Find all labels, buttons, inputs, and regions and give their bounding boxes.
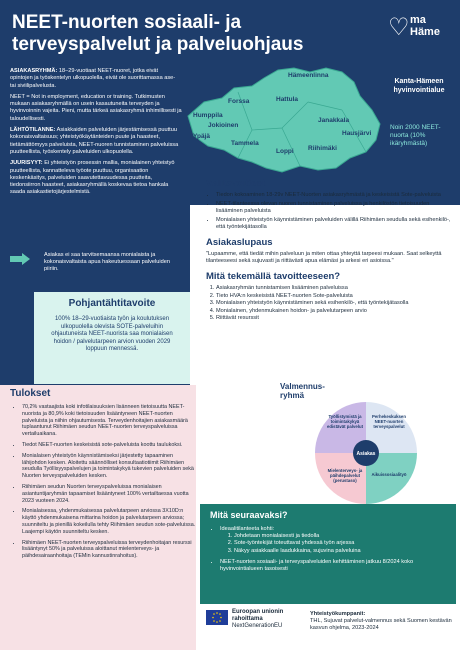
intro-text [10, 68, 182, 201]
list-item: 2. Sote-työntekijät toteuttavat yhdessä työn arjessa [234, 540, 446, 547]
eu-text: Euroopan unionin rahoittama NextGenerationEU [232, 609, 284, 629]
eu-flag-icon [206, 610, 228, 625]
list-item: 4. Monialainen, yhdenmukainen hoidon- ja palvelutarpeen arvio [216, 308, 456, 315]
start-head: LÄHTÖTILANNE: [10, 127, 56, 134]
partners: Yhteistyökumppanit: THL, Sujuvat palvelut-valmennus sekä Suomen kestävän kasvun ohjelma, 2023-2024 [310, 611, 452, 631]
map-label-hameenlinna: Hämeenlinna [288, 72, 329, 79]
heart-icon: ♡ [388, 14, 410, 41]
goal-title: Pohjantähtitavoite [68, 298, 156, 309]
valmennus-title: Valmennus-ryhmä [280, 382, 325, 400]
center-label: Asiakas [356, 451, 376, 457]
region-line1: Kanta-Hämeen [394, 78, 444, 85]
page-title: NEET-nuorten sosiaali- ja terveyspalvelut ja palveluohjaus [12, 12, 304, 55]
map-label-riihimaki: Riihimäki [308, 145, 337, 152]
header-panel [0, 0, 460, 205]
list-item: • Riihimäen seudun Nuorten terveyspalveluissa monialaisen asiantuntijaryhmän tapaamiset lisääntyneet 100% vertailtaessa vuotta 2023 vuoteen 2024. [22, 484, 198, 504]
list-item: 5. Riittävät resurssit [216, 315, 456, 322]
goal-text: 100% 18–29-vuotiaista työn ja koulutuksen ulkopuolella olevista SOTE-palveluihin ohjautuneista NEET-nuorista saa monialaisen hoidon / palvelutarpeen arvion vuoden 2029 loppuun mennessä. [51, 316, 173, 353]
asiakaslupaus-text: "Lupaamme, että tiedät mihin palveluun ja miten ottaa yhteyttä tarpeesi mukaan. Saat selkeyttä tilanteeseesi sekä sujuvasti ja riittävästi apua elämäsi ja arkesi eri asioissa." [206, 251, 442, 265]
valitavoitteet-title: Välitavoitteet [206, 178, 266, 189]
list-item: • Riihimäen NEET-nuorten terveyspalveluissa terveydenhoitajan resurssi lisääntynyt 50% ja palveluissa aloittanut mielenterveys- ja päihdesairaanhoitaja (TEMin kannustinrahoitus). [22, 540, 198, 560]
neet-definition: NEET = Not in employment, education or training. [10, 93, 134, 100]
list-item: • 70,2% vastaajista koki infotilaisuuksien lisänneen tietoisuutta NEET-nuorista ja 80,9% koki tietoisuuden lisääntyneen NEET-nuorten palveluista ja niihin ohjautumisesta. Terveydenhoitajien asiakasmäärä tuplaantunut Riihimäen seudun NEET-nuorten terveyspalveluissa vertailuaikana. [22, 404, 198, 438]
valmennus-diagram [292, 398, 440, 508]
quadrant-tr-label: Perhekeskuksen NEET-nuorten terveyspalvelut [372, 414, 406, 430]
list-item: • Monialaisen yhteistyön käynnistämiseksi järjestetty tapaaminen lähijohdon kesken. Aloitettu säännölliset konsultaatiotiimit Riihimäen seudulla Työllisyyspalvelujen ja toimintakykyä tukevien palveluiden sekä Nuorten terveyspalveluiden kesken. [22, 453, 198, 480]
list-item: 3. Monialaisen yhteistyön käynnistäminen sekä esihenkilö-, että työntekijätasolla [216, 300, 456, 307]
list-item: • Monialaisessa, yhdenmukaisessa palvelutarpeen arviossa 3X10D:n käyttö yhdenmukaisena mittarina hoidon ja palvelutarpeen arviossa; suunniteltu ja pienillä kokeilulla tehty Riihimäen seudun sote-palveluissa. Laajempi käytön suunniteltu kesken. [22, 508, 198, 535]
region-label [380, 77, 458, 95]
map-label-forssa: Forssa [228, 98, 250, 105]
neet-count: Noin 2000 NEET-nuorta (10% ikäryhmästä) [390, 124, 441, 147]
right-column [206, 178, 456, 322]
results-list [14, 404, 198, 564]
goal-panel [34, 292, 190, 384]
valitavoitteet-list [206, 192, 456, 231]
quadrant-br-label: Aikuissosiaalityö [371, 472, 407, 477]
map-label-jokioinen: Jokioinen [208, 122, 239, 129]
arrow-callout-text: Asiakas ei saa tarvitsemaansa monialaista ja kokonaisvaltaista apua hakeutuessaan palveluiden piiriin. [44, 252, 170, 273]
map-label-loppi: Loppi [276, 148, 294, 155]
next-steps-list [220, 533, 446, 555]
logo [388, 10, 456, 46]
problem-body: Ei yhteistyön prosessin mallia, monialainen yhteistyö puutteellista, kannatteleva työote puuttuu, organisaation keskenkäsitys, palveluiden saavutettavuudessa puutteita, tiedonsiirron haasteet, asiakasryhmällä koskevaa tietoa hankala saada asiakastietojärjestelmistä. [10, 160, 175, 196]
target-group-body: 18–29-vuotiaat NEET-nuoret, jotka eivät opintojen ja työskentelyn ulkopuolella, eivät ole suorittamassa ase- tai siviilipalvelusta. [10, 68, 176, 89]
tekemalla-title: Mitä tekemällä tavoitteeseen? [206, 271, 341, 283]
logo-line1: ma [410, 14, 426, 26]
list-item: 1. Johdetaan monialaisesti ja tiedolla [234, 533, 446, 540]
research-text: Tutkimusten mukaan asiakasryhmällä on usein kasautuneita terveyden ja hyvinvoinnin vajeita. Pieni, mutta tärkeä asiakasryhmä inhimillisesti ja taloudellisesti. [10, 93, 182, 122]
list-item: 1. Asiakasryhmän tunnistamisen lisääminen palveluissa [216, 285, 456, 292]
next-extra: • NEET-nuorten sosiaali- ja terveyspalveluiden kehittäminen jatkuu 8/2024 koko hyvinvointialueen tasoisesti [220, 559, 446, 573]
list-item: • Tiedot NEET-nuorten keskeisistä sote-palveluista koottu taulukoksi. [22, 442, 198, 449]
list-item: • Monialaisen yhteistyön käynnistäminen palveluiden välillä Riihimäen seudulla sekä esihenkilö-, että työntekijätasolla [216, 217, 456, 231]
logo-line2: Häme [410, 26, 440, 38]
quadrant-bl-label: Mielenterveys- ja päihdepalvelut (perustaso) [327, 468, 363, 484]
region-line2: hyvinvointialue [393, 87, 445, 94]
target-group-head: ASIAKASRYHMÄ: [10, 68, 58, 74]
asiakaslupaus-title: Asiakaslupaus [206, 237, 273, 248]
map-shape [188, 68, 380, 172]
arrow-right-icon [10, 253, 30, 265]
tekemalla-list [206, 285, 456, 322]
map-label-hausjarvi: Hausjärvi [342, 130, 372, 137]
list-item: 3. Näkyy asiakkaalle laadukkaina, sujuvina palveluina [234, 548, 446, 555]
map-label-janakkala: Janakkala [318, 117, 350, 124]
next-content [210, 526, 446, 573]
map-label-tammela: Tammela [231, 140, 259, 147]
arrow-callout [10, 252, 185, 286]
next-title: Mitä seuraavaksi? [210, 510, 288, 520]
footer [200, 604, 460, 650]
list-item: 2. Tieto HVA:n keskeisistä NEET-nuorten Sote-palveluista [216, 293, 456, 300]
problem-head: JUURISYYT: [10, 160, 43, 167]
list-item: • Tiedon kokoaminen 18-29v NEET-Nuorten asiakasryhmästä ja keskeisistä Sote-palveluista [216, 192, 456, 199]
map-label-humppila: Humppila [193, 112, 223, 119]
next-lead: • Ideaalitilanteeta kohti: 1. Johdetaan monialaisesti ja tiedolla 2. Sote-työntekijät toteuttavat yhdessä työn arjessa 3. Näkyy asiakkaalle laadukkaina, sujuvina palveluina [220, 526, 446, 555]
quadrant-tl-label: Työllistymistä ja toimintakykyä edistävät palvelut [326, 414, 364, 430]
map-label-hattula: Hattula [276, 96, 299, 103]
results-title: Tulokset [10, 388, 51, 399]
stat-box [384, 118, 456, 174]
map-label-ypaja: Ypäjä [193, 133, 210, 140]
next-steps-box [200, 504, 456, 604]
list-item: • NEET-tilanteessa olevan nuoren tunnistaminen palveluissa ja henkilöstön tietoisuuden lisääminen palveluista [216, 201, 456, 215]
start-body: Asiakkaiden palveluiden järjestämisessä puuttuu kokonaisvaltaisuus; yhteistyökäytänteiden puute ja haasteet, tietämättömyys palveluista, NEET-nuoren tunnistaminen palveluissa puutteellista, työskentely palveluiden ulkopuolella. [10, 127, 179, 155]
